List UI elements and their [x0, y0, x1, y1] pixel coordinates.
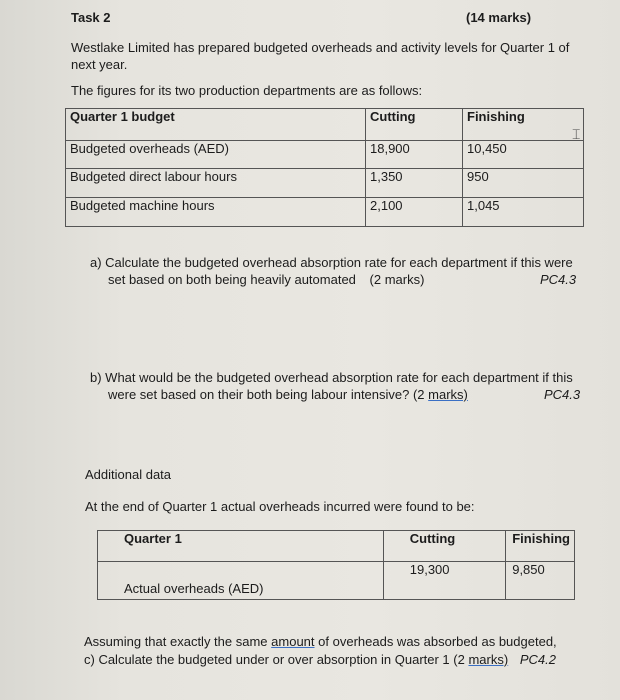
row-label: Budgeted machine hours	[66, 198, 366, 227]
task-title: Task 2	[71, 10, 111, 25]
question-a-line-1: a) Calculate the budgeted overhead absorption rate for each department if this were	[90, 255, 573, 270]
question-a-line-2	[108, 272, 424, 287]
intro-line-1: Westlake Limited has prepared budgeted overheads and activity levels for Quarter 1 of	[71, 40, 570, 55]
question-b-line-2	[108, 387, 468, 402]
cutting-value: 2,100	[366, 198, 463, 227]
finishing-value: 10,450	[463, 141, 584, 169]
finishing-value: 1,045	[463, 198, 584, 227]
actual-table	[97, 530, 575, 600]
additional-text: At the end of Quarter 1 actual overheads incurred were found to be:	[85, 499, 475, 514]
additional-heading: Additional data	[85, 467, 172, 482]
header-cell: Finishing	[463, 109, 584, 141]
question-c-pc: PC4.2	[519, 652, 556, 667]
question-b-line-1: b) What would be the budgeted overhead absorption rate for each department if this	[90, 370, 573, 385]
header-cell: Quarter 1	[98, 531, 384, 562]
question-c-question: c) Calculate the budgeted under or over absorption in Quarter 1 (2	[84, 652, 465, 667]
question-b-pc: PC4.3	[544, 387, 581, 402]
row-label: Budgeted overheads (AED)	[66, 141, 366, 169]
question-a-marks: (2 marks)	[369, 272, 425, 287]
question-c-line-2	[84, 652, 556, 667]
row-label: Budgeted direct labour hours	[66, 169, 366, 198]
header-cell: Cutting	[366, 109, 463, 141]
intro-line-3: The figures for its two production departments are as follows:	[71, 83, 423, 98]
finishing-value: 950	[463, 169, 584, 198]
table-row	[66, 141, 584, 169]
finishing-value: 9,850	[506, 562, 575, 600]
cutting-value: 19,300	[383, 562, 505, 600]
table-header-row	[66, 109, 584, 141]
question-a-text: set based on both being heavily automated	[108, 272, 356, 287]
question-b-marks: marks)	[428, 387, 468, 402]
header-cell: Quarter 1 budget	[66, 109, 366, 141]
question-c-text: Assuming that exactly the same	[84, 634, 268, 649]
table-row	[66, 198, 584, 227]
question-a-pc: PC4.3	[540, 272, 577, 287]
table-header-row	[98, 531, 575, 562]
row-label: Actual overheads (AED)	[98, 562, 384, 600]
budget-table	[65, 108, 584, 227]
task-marks: (14 marks)	[466, 10, 532, 25]
text-cursor-icon: ⌶	[572, 126, 581, 142]
question-c-marks: marks)	[468, 652, 509, 667]
header-cell: Cutting	[383, 531, 505, 562]
table-row	[66, 169, 584, 198]
question-b-text: were set based on their both being labour intensive? (2	[108, 387, 425, 402]
cutting-value: 18,900	[366, 141, 463, 169]
table-row	[98, 562, 575, 600]
header-cell: Finishing	[506, 531, 575, 562]
question-c-underlined: amount	[271, 634, 315, 649]
cutting-value: 1,350	[366, 169, 463, 198]
intro-line-2: next year.	[71, 57, 128, 72]
question-c-text-end: of overheads was absorbed as budgeted,	[318, 634, 557, 649]
question-c-line-1	[84, 634, 557, 649]
